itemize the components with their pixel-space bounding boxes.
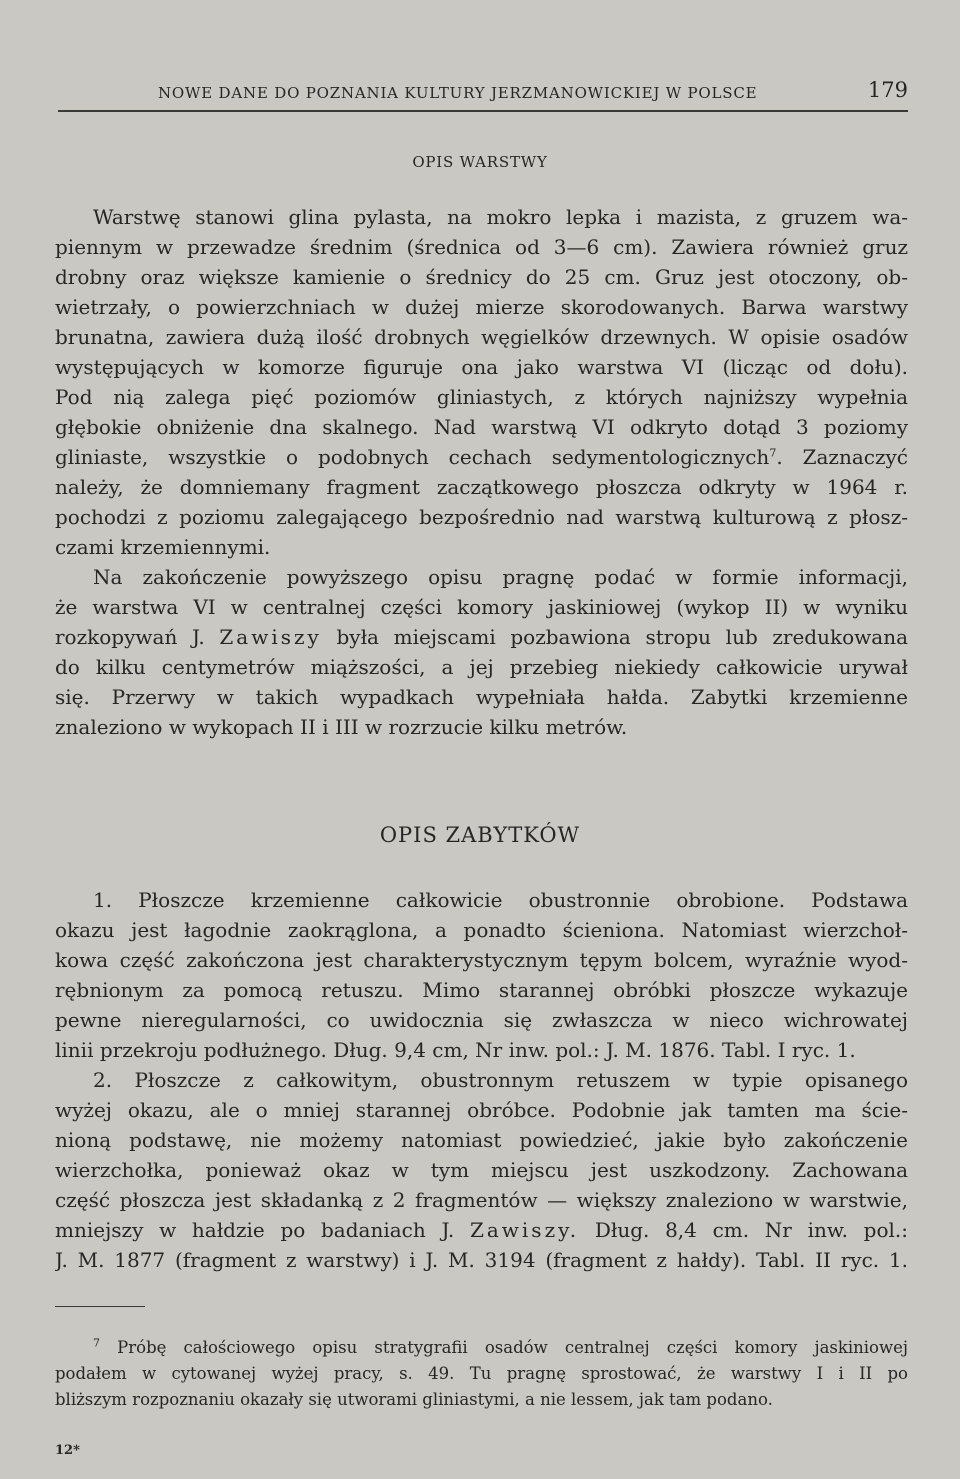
author-name: Zawiszy	[219, 625, 322, 649]
text-line: Na zakończenie powyższego opisu pragnę podać w formie informacji,	[93, 565, 908, 589]
text-line: drobny oraz większe kamienie o średnicy do 25 cm. Gruz jest otoczony, ob-	[55, 265, 908, 289]
section-heading-artifacts: OPIS ZABYTKÓW	[379, 823, 581, 847]
text-line: wierzchołka, ponieważ okaz w tym miejscu jest uszkodzony. Zachowana	[55, 1158, 908, 1182]
text-segment: mniejszy w hałdzie po badaniach J.	[55, 1218, 455, 1242]
section-heading-layer: OPIS WARSTWY	[412, 153, 548, 171]
text-segment: Dług. 8,4 cm. Nr inw. pol.:	[594, 1218, 908, 1242]
text-line: głębokie obniżenie dna skalnego. Nad warstwą VI odkryto dotąd 3 poziomy	[55, 415, 908, 439]
footnote-reference[interactable]: 7	[769, 446, 777, 460]
text-line: znaleziono w wykopach II i III w rozrzucie kilku metrów.	[55, 715, 628, 739]
footnote-line: bliższym rozpoznaniu okazały się utworami gliniastymi, a nie lessem, jak tam podano.	[55, 1390, 773, 1409]
text-segment: gliniaste, wszystkie o podobnych cechach sedymentologicznych	[55, 445, 770, 469]
text-line: Pod nią zalega pięć poziomów gliniastych, z których najniższy wypełnia	[55, 385, 908, 409]
text-line: piennym w przewadze średnim (średnica od 3—6 cm). Zawiera również gruz	[55, 235, 908, 259]
text-line: część płoszcza jest składanką z 2 fragmentów — większy znaleziono w warstwie,	[55, 1188, 908, 1212]
text-segment: Próbę całościowego opisu stratygrafii osadów centralnej części komory jaskiniowej	[117, 1338, 908, 1357]
page-number: 179	[867, 78, 908, 102]
text-line: wyżej okazu, ale o mniej starannej obróbce. Podobnie jak tamten ma ście-	[55, 1098, 908, 1122]
text-line: Warstwę stanowi glina pylasta, na mokro lepka i mazista, z gruzem wa-	[93, 205, 908, 229]
text-segment: . Zaznaczyć	[776, 445, 908, 469]
section-artifacts-body	[55, 885, 908, 1275]
text-line: nioną podstawę, nie możemy natomiast powiedzieć, jakie było zakończenie	[55, 1128, 908, 1152]
text-line	[55, 1215, 908, 1245]
text-segment: była miejscami pozbawiona stropu lub zredukowana	[336, 625, 908, 649]
text-line: wietrzały, o powierzchniach w dużej mierze skorodowanych. Barwa warstwy	[55, 295, 908, 319]
running-title: NOWE DANE DO POZNANIA KULTURY JERZMANOWICKIEJ W POLSCE	[158, 84, 758, 102]
text-line: okazu jest łagodnie zaokrąglona, a ponadto ścieniona. Natomiast wierzchoł-	[55, 918, 908, 942]
text-line	[55, 442, 908, 472]
text-line: pewne nieregularności, co uwidocznia się zwłaszcza w nieco wichrowatej	[55, 1008, 908, 1032]
text-line: 2. Płoszcze z całkowitym, obustronnym retuszem w typie opisanego	[93, 1068, 908, 1092]
text-line: że warstwa VI w centralnej części komory jaskiniowej (wykop II) w wyniku	[55, 595, 908, 619]
footnote-mark: 7	[93, 1336, 100, 1350]
text-line: się. Przerwy w takich wypadkach wypełniała hałda. Zabytki krzemienne	[55, 685, 908, 709]
footnote-line	[55, 1335, 908, 1361]
text-line: linii przekroju podłużnego. Dług. 9,4 cm, Nr inw. pol.: J. M. 1876. Tabl. I ryc. 1.	[55, 1038, 856, 1062]
section-layer-body	[55, 202, 908, 742]
text-line: do kilku centymetrów miąższości, a jej przebieg niekiedy całkowicie urywał	[55, 655, 908, 679]
text-line: występujących w komorze figuruje ona jako warstwa VI (licząc od dołu).	[55, 355, 908, 379]
footnote	[55, 1335, 908, 1413]
text-line: 1. Płoszcze krzemienne całkowicie obustronnie obrobione. Podstawa	[93, 888, 908, 912]
text-line: kowa część zakończona jest charakterystycznym tępym bolcem, wyraźnie wyod-	[55, 948, 908, 972]
text-line: czami krzemiennymi.	[55, 535, 271, 559]
author-name: Zawiszy.	[469, 1218, 580, 1242]
text-segment: rozkopywań J.	[55, 625, 205, 649]
running-header	[58, 78, 908, 112]
footnote-divider	[55, 1306, 145, 1307]
text-line	[55, 622, 908, 652]
text-line: brunatna, zawiera dużą ilość drobnych węgielków drzewnych. W opisie osadów	[55, 325, 908, 349]
signature-mark: 12*	[55, 1443, 80, 1458]
footnote-line: podałem w cytowanej wyżej pracy, s. 49. Tu pragnę sprostować, że warstwy I i II po	[55, 1364, 908, 1383]
text-line: J. M. 1877 (fragment z warstwy) i J. M. 3194 (fragment z hałdy). Tabl. II ryc. 1.	[55, 1248, 908, 1272]
text-line: pochodzi z poziomu zalegającego bezpośrednio nad warstwą kulturową z płosz-	[55, 505, 908, 529]
text-line: rębnionym za pomocą retuszu. Mimo starannej obróbki płoszcze wykazuje	[55, 978, 908, 1002]
text-line: należy, że domniemany fragment zaczątkowego płoszcza odkryty w 1964 r.	[55, 475, 908, 499]
